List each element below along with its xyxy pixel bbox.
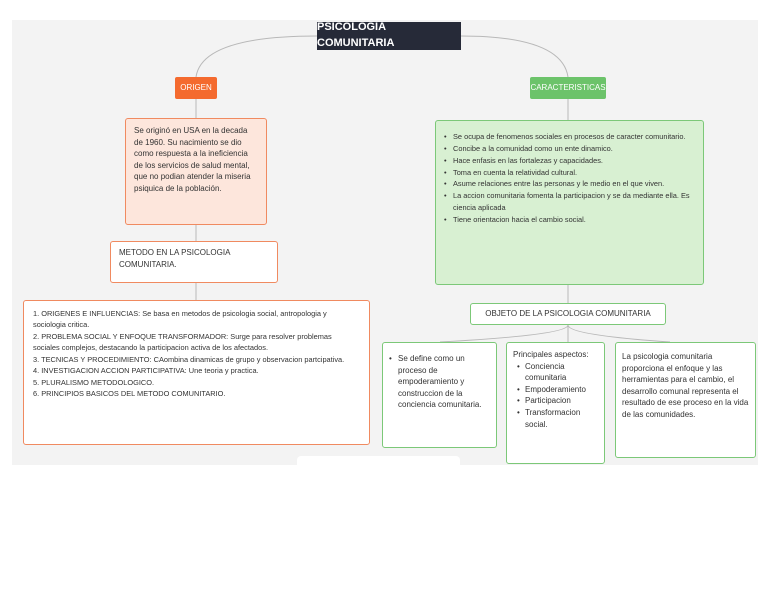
objeto-aspectos-box[interactable]: [506, 342, 605, 464]
central-topic-label: PSICOLOGIA COMUNITARIA: [317, 21, 395, 49]
caracteristica-item-5: • Asume relaciones entre las personas y le medio en el que viven.: [444, 178, 695, 190]
objeto-cambio: La psicologia comunitaria proporciona el enfoque y las herramientas para el cambio, el desarrollo comunal representa el resultado de ese proceso en la vida de las comunidades.: [622, 352, 749, 419]
bottom-tab: [297, 456, 460, 465]
caracteristicas-topic[interactable]: [530, 77, 606, 99]
origen-topic[interactable]: [175, 77, 217, 99]
metodo-title: METODO EN LA PSICOLOGIA COMUNITARIA.: [119, 248, 230, 269]
aspectos-title: Principales aspectos:: [513, 350, 589, 359]
caracteristicas-label: CARACTERISTICAS: [530, 83, 606, 93]
origen-label: ORIGEN: [180, 83, 212, 93]
caracteristica-item-3: • Hace enfasis en las fortalezas y capacidades.: [444, 155, 695, 167]
aspecto-item-2: • Empoderamiento: [517, 384, 598, 396]
aspectos-list: [517, 361, 598, 431]
objeto-definicion-list: [389, 353, 490, 411]
objeto-cambio-box[interactable]: [615, 342, 756, 458]
objeto-definicion: • Se define como un proceso de empoderamiento y construccion de la conciencia comunitaria.: [389, 353, 490, 411]
metodo-item-6: 6. PRINCIPIOS BASICOS DEL METODO COMUNITARIO.: [33, 389, 226, 399]
caracteristica-item-2: • Concibe a la comunidad como un ente dinamico.: [444, 143, 695, 155]
aspecto-item-4: • Transformacion social.: [517, 407, 598, 430]
objeto-topic[interactable]: [470, 303, 666, 325]
caracteristicas-box[interactable]: [435, 120, 704, 285]
metodo-list: [33, 308, 360, 400]
central-topic[interactable]: [317, 22, 461, 50]
objeto-title: OBJETO DE LA PSICOLOGIA COMUNITARIA: [485, 309, 651, 319]
origen-description[interactable]: [125, 118, 267, 225]
aspecto-item-3: • Participacion: [517, 395, 598, 407]
caracteristicas-list: [444, 131, 695, 226]
metodo-item-4: 4. INVESTIGACION ACCION PARTICIPATIVA: Une teoria y practica.: [33, 366, 259, 376]
caracteristica-item-1: • Se ocupa de fenomenos sociales en procesos de caracter comunitario.: [444, 131, 695, 143]
mind-map-canvas: [12, 20, 758, 465]
origen-text: Se originó en USA en la decada de 1960. Su nacimiento se dio como respuesta a la ineficiencia de los servicios de salud mental, que no podian atender la miseria psiquica de la población.: [134, 126, 251, 193]
caracteristica-item-4: • Toma en cuenta la relatividad cultural.: [444, 167, 695, 179]
caracteristica-item-6: • La accion comunitaria fomenta la participacion y se da mediante ella. Es ciencia aplicada: [444, 190, 695, 214]
objeto-definicion-box[interactable]: [382, 342, 497, 448]
caracteristica-item-7: • Tiene orientacion hacia el cambio social.: [444, 214, 695, 226]
metodo-item-1: 1. ORIGENES E INFLUENCIAS: Se basa en metodos de psicologia social, antropologia y sociologia critica.: [33, 309, 327, 330]
metodo-topic[interactable]: [110, 241, 278, 283]
metodo-item-3: 3. TECNICAS Y PROCEDIMIENTO: CAombina dinamicas de grupo y observacion partcipativa.: [33, 354, 345, 364]
metodo-item-2: 2. PROBLEMA SOCIAL Y ENFOQUE TRANSFORMADOR: Surge para resolver problemas sociales complejos, destacando la participacion activa de los afectados.: [33, 331, 332, 353]
metodo-list-box[interactable]: [23, 300, 370, 445]
metodo-item-5: 5. PLURALISMO METODOLOGICO.: [33, 377, 155, 387]
aspecto-item-1: • Conciencia comunitaria: [517, 361, 598, 384]
